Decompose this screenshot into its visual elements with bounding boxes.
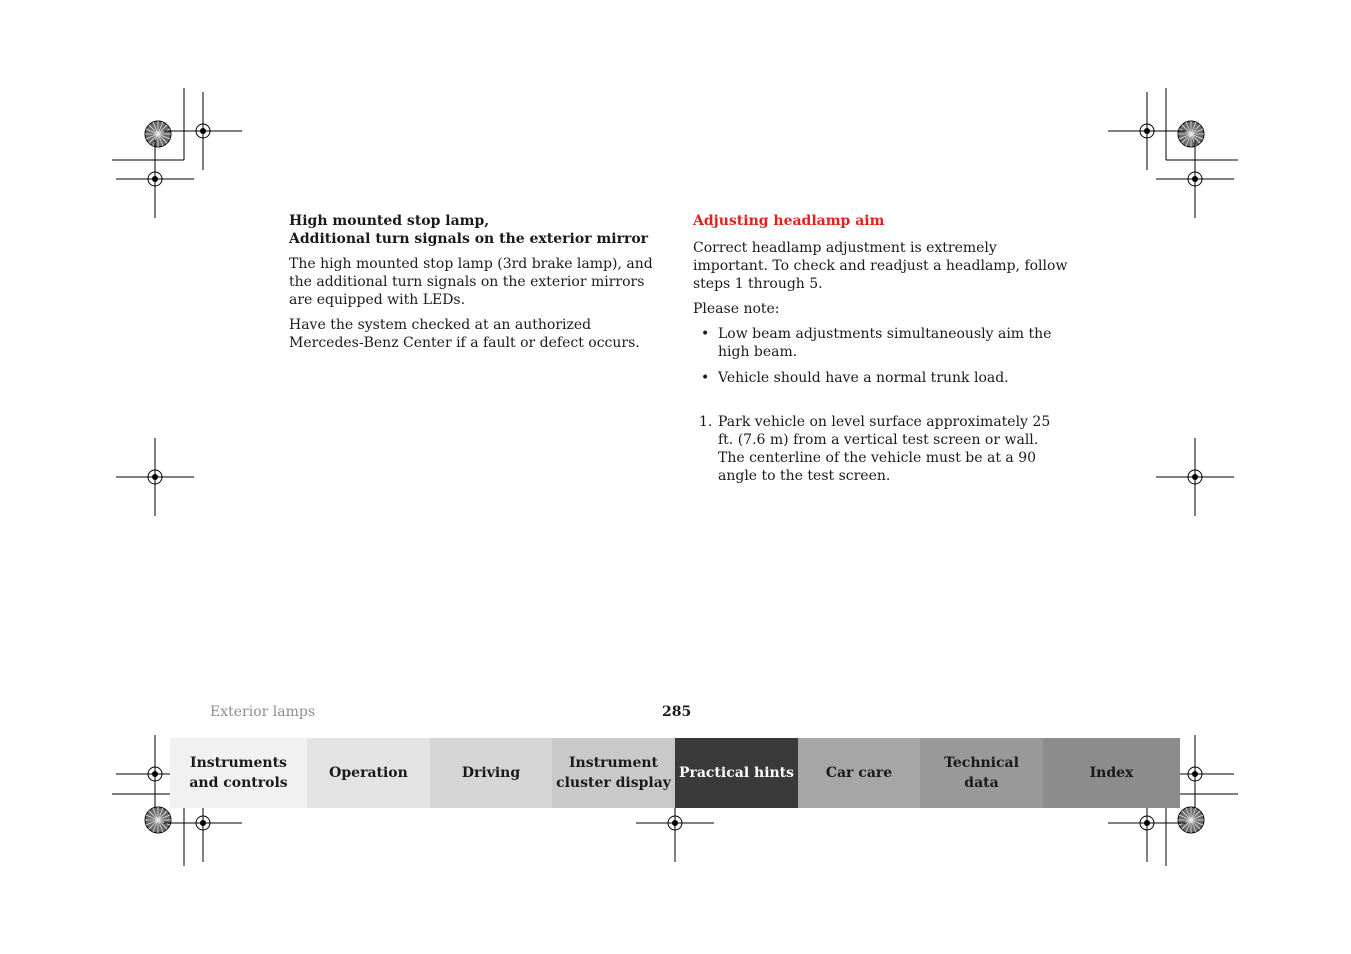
step-number: 1. (699, 414, 713, 430)
tab-label: Car care (825, 765, 893, 781)
section-heading-red: Adjusting headlamp aim (693, 213, 885, 229)
tab-label: Instrument cluster display (556, 755, 671, 791)
tab-label: Driving (461, 765, 521, 781)
registration-star-icon (1178, 807, 1204, 833)
section-heading (289, 212, 659, 248)
step-item (693, 413, 1068, 485)
heading-line: Additional turn signals on the exterior mirror (289, 231, 649, 247)
registration-star-icon (145, 121, 171, 147)
tab-driving[interactable] (430, 738, 552, 808)
registration-crosshair-icon (164, 92, 242, 170)
tab-label: Operation (329, 765, 408, 781)
paragraph: Correct headlamp adjustment is extremely important. To check and readjust a headlamp, follow steps 1 through 5. (693, 240, 1068, 292)
registration-crosshair-icon (1156, 438, 1234, 516)
tab-practical-hints[interactable] (675, 738, 798, 808)
registration-crosshair-icon (1108, 92, 1186, 170)
chapter-nav (170, 738, 1180, 808)
registration-crosshair-icon (116, 140, 194, 218)
list-item (693, 369, 1068, 387)
tab-label: Practical hints (678, 765, 795, 781)
tab-label: Instruments and controls (189, 755, 288, 791)
tab-label: Index (1089, 765, 1134, 781)
registration-star-icon (145, 807, 171, 833)
left-column (289, 212, 659, 359)
tab-label: Technical data (944, 755, 1019, 791)
tab-operation[interactable] (307, 738, 430, 808)
footer-section-title: Exterior lamps (210, 704, 316, 720)
list-item-text: Low beam adjustments simultaneously aim the high beam. (718, 326, 1052, 360)
page-number: 285 (662, 704, 692, 720)
registration-crosshair-icon (116, 438, 194, 516)
note-label: Please note: (693, 301, 780, 317)
paragraph: The high mounted stop lamp (3rd brake lamp), and the additional turn signals on the exterior mirrors are equipped with LEDs. (289, 256, 653, 308)
right-column (693, 212, 1068, 485)
tab-technical-data[interactable] (920, 738, 1043, 808)
tab-instrument-cluster-display[interactable] (552, 738, 675, 808)
step-text: Park vehicle on level surface approximately 25 ft. (7.6 m) from a vertical test screen or wall. The centerline of the vehicle must be at a 90 angle to the test screen. (718, 414, 1051, 484)
list-item-text: Vehicle should have a normal trunk load. (718, 370, 1009, 386)
registration-crosshair-icon (1156, 140, 1234, 218)
list-item (693, 325, 1068, 361)
registration-star-icon (1178, 121, 1204, 147)
tab-index[interactable] (1043, 738, 1180, 808)
bullet-icon: • (701, 326, 710, 342)
step-list (693, 413, 1068, 485)
bullet-list (693, 325, 1068, 387)
heading-line: High mounted stop lamp, (289, 213, 490, 229)
tab-car-care[interactable] (798, 738, 920, 808)
tab-instruments-and-controls[interactable] (170, 738, 307, 808)
paragraph: Have the system checked at an authorized Mercedes-Benz Center if a fault or defect occurs. (289, 317, 640, 351)
bullet-icon: • (701, 370, 710, 386)
